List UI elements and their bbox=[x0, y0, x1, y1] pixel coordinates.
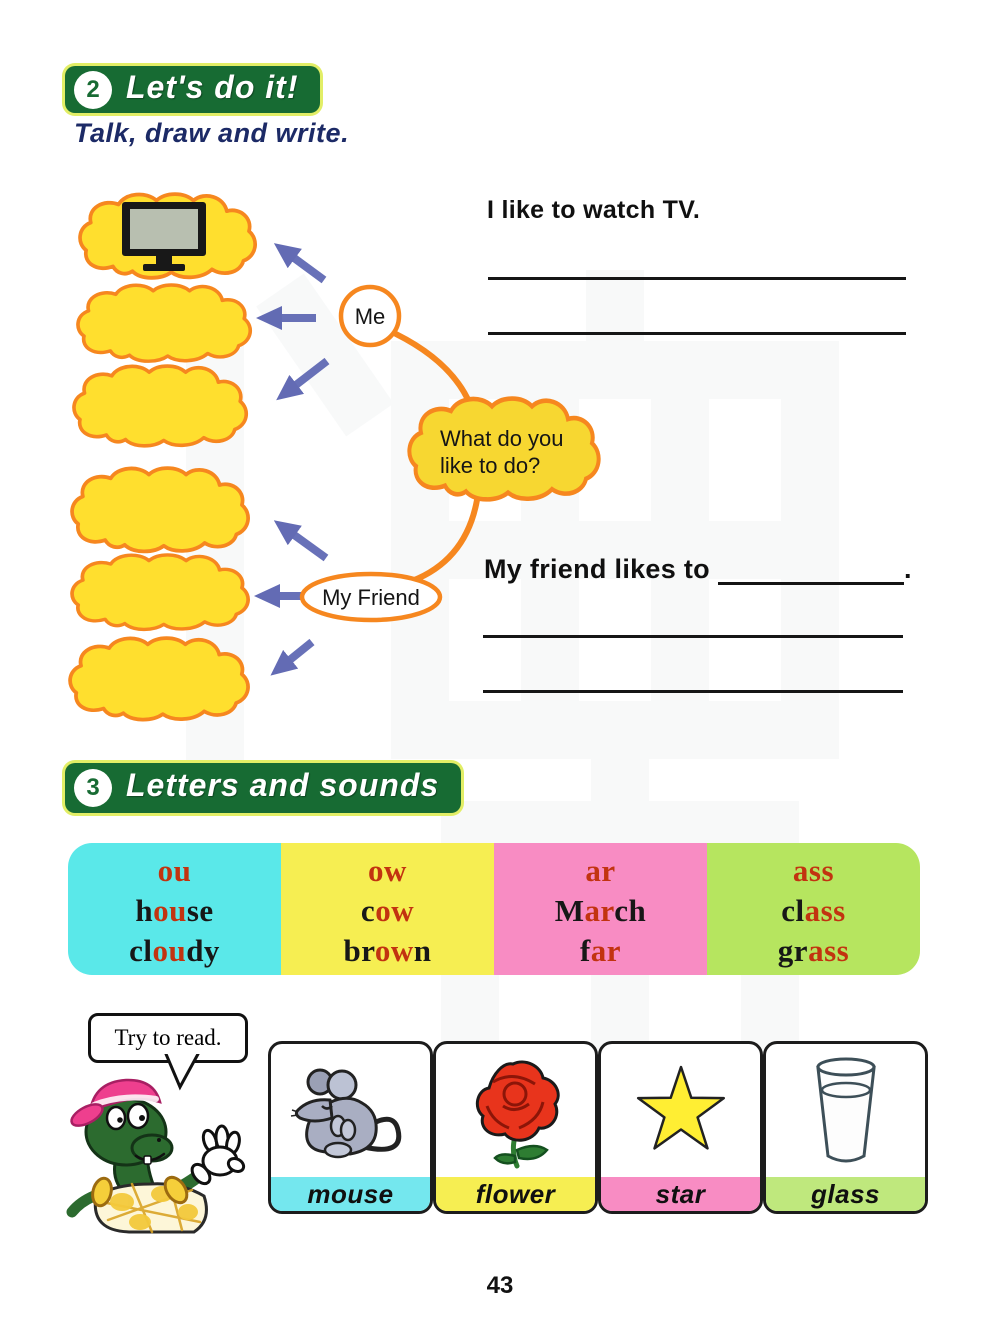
phonics-word: March bbox=[554, 892, 647, 928]
glass-icon bbox=[766, 1044, 925, 1177]
mindmap-diagram bbox=[0, 170, 660, 750]
arrow-to-cloud-3 bbox=[292, 361, 327, 388]
writing-line-2 bbox=[488, 332, 906, 335]
draw-cloud-5 bbox=[72, 555, 248, 629]
phonics-word: cow bbox=[360, 892, 415, 928]
friend-sentence bbox=[484, 554, 912, 585]
phonics-word: ow bbox=[368, 852, 407, 888]
arrow-to-cloud-4 bbox=[290, 532, 326, 558]
phonics-word: ou bbox=[157, 852, 192, 888]
writing-line-3 bbox=[483, 635, 903, 638]
arrow-to-cloud-6 bbox=[286, 642, 312, 663]
activity2-number-badge: 2 bbox=[74, 71, 112, 109]
flashcard-glass bbox=[763, 1041, 928, 1214]
draw-cloud-2 bbox=[78, 285, 250, 361]
writing-line-4 bbox=[483, 690, 903, 693]
friend-sentence-prefix: My friend likes to bbox=[484, 554, 710, 584]
flashcard-label: mouse bbox=[271, 1177, 430, 1211]
example-sentence: I like to watch TV. bbox=[487, 196, 701, 224]
phonics-column bbox=[707, 843, 920, 975]
draw-cloud-6 bbox=[70, 638, 248, 719]
phonics-word: ar bbox=[585, 852, 616, 888]
fill-in-blank bbox=[718, 582, 904, 585]
mouse-icon bbox=[271, 1044, 430, 1177]
my-friend-label: My Friend bbox=[322, 585, 420, 610]
activity2-instruction: Talk, draw and write. bbox=[74, 118, 350, 148]
flower-icon bbox=[436, 1044, 595, 1177]
flashcard-label: glass bbox=[766, 1177, 925, 1211]
speech-bubble: Try to read. bbox=[88, 1013, 248, 1063]
phonics-word: cloudy bbox=[129, 932, 220, 968]
activity3-header bbox=[65, 763, 461, 813]
phonics-column bbox=[494, 843, 707, 975]
phonics-table bbox=[68, 843, 920, 975]
friend-sentence-period: . bbox=[903, 554, 912, 584]
flashcard-mouse bbox=[268, 1041, 433, 1214]
question-line1: What do you bbox=[440, 426, 564, 451]
phonics-word: class bbox=[781, 892, 846, 928]
phonics-word: house bbox=[135, 892, 214, 928]
phonics-word: brown bbox=[343, 932, 432, 968]
page-number: 43 bbox=[486, 1272, 514, 1299]
me-label: Me bbox=[354, 304, 386, 329]
activity3-number-badge: 3 bbox=[74, 769, 112, 807]
arrow-to-cloud-1 bbox=[290, 255, 324, 280]
phonics-word: ass bbox=[792, 852, 835, 888]
draw-cloud-4 bbox=[72, 468, 248, 551]
phonics-column bbox=[281, 843, 494, 975]
activity2-title: Let's do it! bbox=[126, 68, 299, 105]
flashcard-label: flower bbox=[436, 1177, 595, 1211]
writing-line-1 bbox=[488, 277, 906, 280]
question-line2: like to do? bbox=[440, 453, 541, 478]
flashcard-label: star bbox=[601, 1177, 760, 1211]
phonics-word: grass bbox=[777, 932, 850, 968]
activity3-title: Letters and sounds bbox=[126, 767, 440, 803]
activity2-header bbox=[65, 66, 320, 113]
star-icon bbox=[601, 1044, 760, 1177]
draw-cloud-3 bbox=[74, 366, 246, 446]
phonics-word: far bbox=[579, 932, 622, 968]
flashcard-flower bbox=[433, 1041, 598, 1214]
flashcard-star bbox=[598, 1041, 763, 1214]
speech-bubble-tail bbox=[152, 1054, 212, 1096]
phonics-column bbox=[68, 843, 281, 975]
